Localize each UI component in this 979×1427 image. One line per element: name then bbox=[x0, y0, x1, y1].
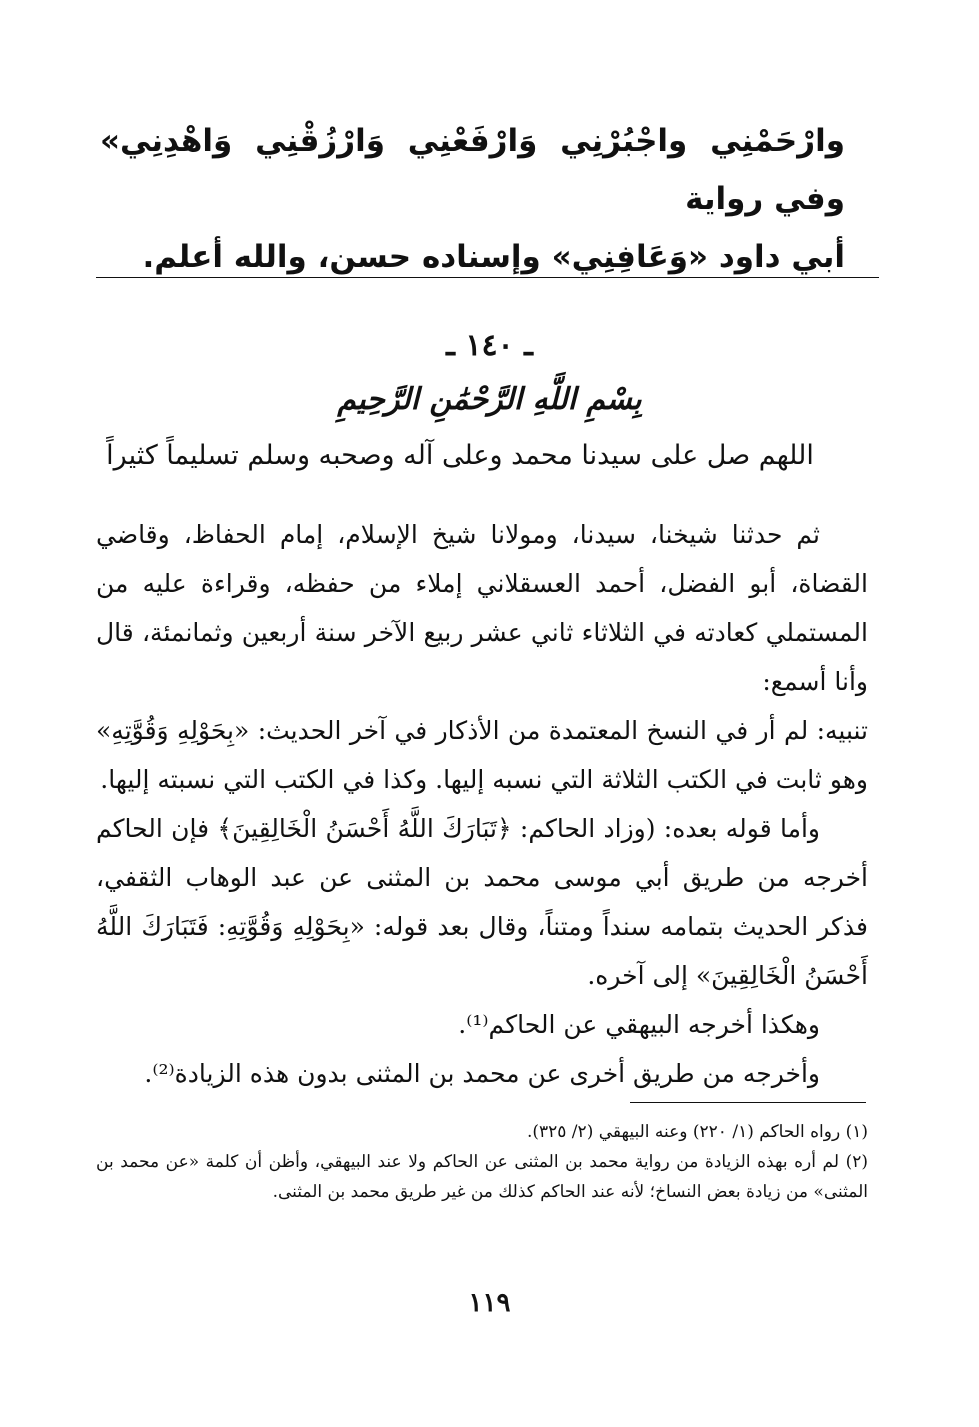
main-text bbox=[96, 510, 868, 1098]
footnote-divider bbox=[630, 1102, 866, 1103]
page-number: ١١٩ bbox=[468, 1288, 511, 1318]
paragraph-other-route: وأخرجه من طريق أخرى عن محمد بن المثنى بدون هذه الزيادة⁽²⁾. bbox=[144, 1059, 820, 1088]
footnote-1: (١) رواه الحاكم (١/ ٢٢٠) وعنه البيهقي (٢/ ٣٢٥). bbox=[526, 1122, 868, 1142]
continuation-paragraph bbox=[100, 112, 845, 286]
paragraph-hakim: وأما قوله بعده: (وزاد الحاكم: ﴿تَبَارَكَ اللَّهُ أَحْسَنُ الْخَالِقِينَ﴾ فإن الحاكم أخرجه من طريق أبي موسى محمد بن المثنى عن عبد الوهاب الثقفي، فذكر الحديث بتمامه سنداً ومتناً، وقال بعد قوله: «بِحَوْلِهِ وَقُوَّتِهِ: فَتَبَارَكَ اللَّهُ أَحْسَنُ الْخَالِقِينَ» إلى آخره. bbox=[96, 814, 868, 990]
section-number: ـ ١٤٠ ـ bbox=[446, 328, 533, 363]
section-divider bbox=[96, 277, 879, 278]
continuation-line-2: أبي داود «وَعَافِنِي» وإسناده حسن، والله أعلم. bbox=[142, 239, 845, 275]
footnote-2: (٢) لم أره بهذه الزيادة من رواية محمد بن المثنى عن الحاكم ولا عند البيهقي، وأظن أن كلمة «عن محمد بن المثنى» من زيادة بعض النساخ؛ لأنه عند الحاكم كذلك من غير طريق محمد بن المثنى. bbox=[96, 1152, 868, 1202]
paragraph-tanbih: تنبيه: لم أر في النسخ المعتمدة من الأذكار في آخر الحديث: «بِحَوْلِهِ وَقُوَّتِهِ» وهو ثابت في الكتب الثلاثة التي نسبه إليها. وكذا في الكتب التي نسبته إليها. bbox=[96, 716, 868, 794]
basmala-heading: بِسْمِ اللَّهِ الرَّحْمَٰنِ الرَّحِيمِ bbox=[337, 382, 642, 417]
footnotes bbox=[96, 1117, 868, 1207]
paragraph-isnad: ثم حدثنا شيخنا، سيدنا، ومولانا شيخ الإسلام، إمام الحفاظ، وقاضي القضاة، أبو الفضل، أحمد العسقلاني إملاء من حفظه، وقراءة عليه من المستملي كعادته في الثلاثاء ثاني عشر ربيع الآخر سنة أربعين وثمانمئة، قال وأنا أسمع: bbox=[96, 520, 868, 696]
paragraph-bayhaqi: وهكذا أخرجه البيهقي عن الحاكم⁽¹⁾. bbox=[458, 1010, 820, 1039]
continuation-line-1: وارْحَمْنِي واجْبُرْنِي وَارْفَعْنِي وَارْزُقْنِي وَاهْدِنِي» وفي رواية bbox=[100, 123, 845, 217]
salawat-line: اللهم صل على سيدنا محمد وعلى آله وصحبه وسلم تسليماً كثيراً bbox=[106, 440, 814, 471]
